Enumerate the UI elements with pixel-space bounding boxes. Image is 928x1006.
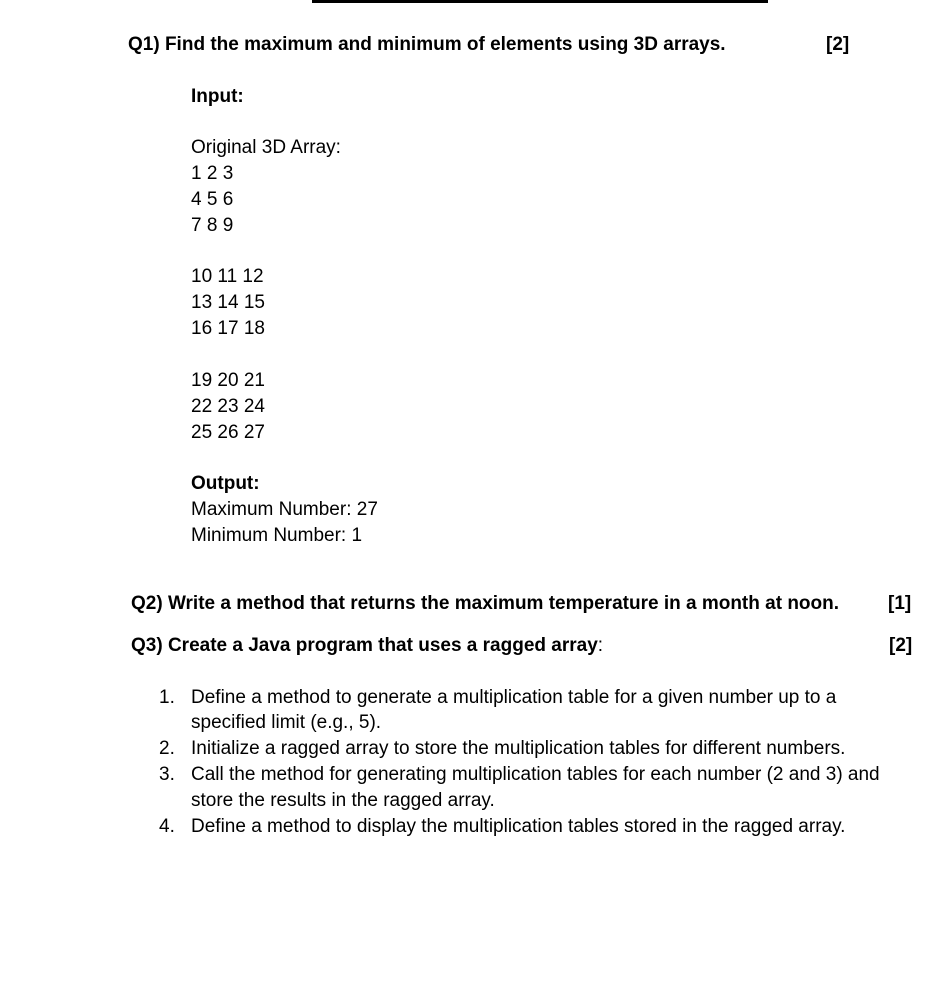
min-number-line: Minimum Number: 1 [191, 525, 363, 546]
q2-title: Q2) Write a method that returns the maximum temperature in a month at noon. [131, 593, 840, 614]
list-item-number: 4. [159, 816, 175, 837]
list-item-text: Define a method to display the multiplication tables stored in the ragged array. [191, 816, 846, 837]
array-heading: Original 3D Array: [191, 137, 341, 158]
array-row: 25 26 27 [191, 422, 265, 443]
list-item-text: Initialize a ragged array to store the multiplication tables for different numbers. [191, 738, 846, 759]
q3-title-colon: : [597, 635, 604, 656]
array-row: 1 2 3 [191, 163, 234, 184]
array-row: 10 11 12 [191, 266, 264, 287]
q3-marks: [2] [889, 635, 913, 656]
list-item-text: specified limit (e.g., 5). [191, 712, 382, 733]
list-item-number: 2. [159, 738, 175, 759]
list-item-text: store the results in the ragged array. [191, 790, 495, 811]
q1-marks: [2] [826, 34, 850, 55]
q3-title: Q3) Create a Java program that uses a ragged array [131, 635, 598, 656]
array-row: 16 17 18 [191, 318, 265, 339]
array-row: 4 5 6 [191, 189, 234, 210]
max-number-line: Maximum Number: 27 [191, 499, 378, 520]
array-row: 7 8 9 [191, 215, 234, 236]
array-row: 19 20 21 [191, 370, 265, 391]
q2-marks: [1] [888, 593, 912, 614]
array-row: 13 14 15 [191, 292, 265, 313]
q1-title: Q1) Find the maximum and minimum of elements using 3D arrays. [128, 34, 726, 55]
list-item-text: Call the method for generating multiplication tables for each number (2 and 3) and [191, 764, 880, 785]
list-item-number: 3. [159, 764, 175, 785]
list-item-text: Define a method to generate a multiplication table for a given number up to a [191, 687, 837, 708]
list-item-number: 1. [159, 687, 175, 708]
output-label: Output: [191, 473, 260, 494]
input-label: Input: [191, 86, 244, 107]
array-row: 22 23 24 [191, 396, 265, 417]
q3-title-line [131, 635, 603, 657]
top-divider-line [312, 0, 768, 3]
